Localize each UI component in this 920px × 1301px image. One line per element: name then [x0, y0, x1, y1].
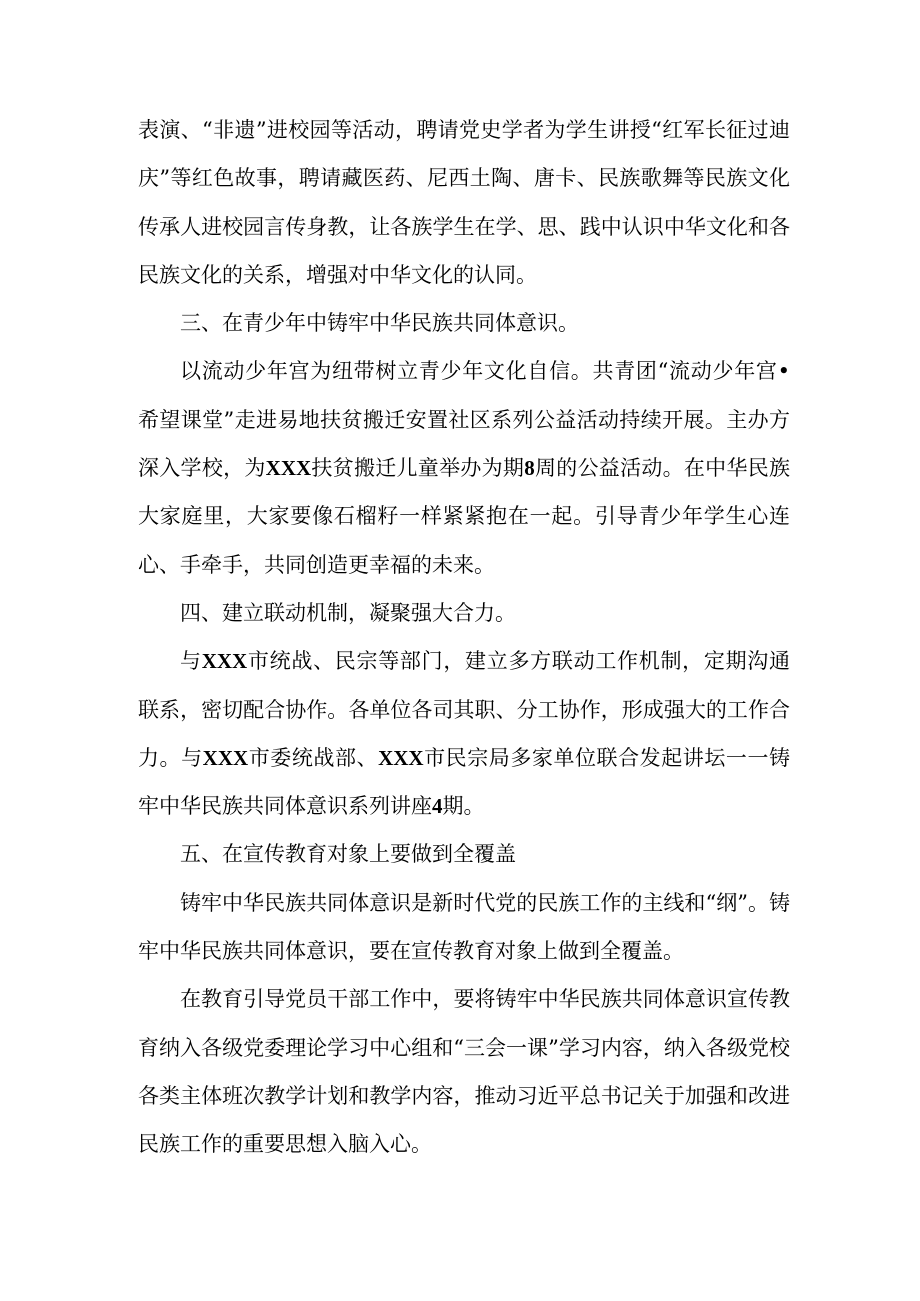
section-heading-5: 五、在宣传教育对象上要做到全覆盖 [180, 842, 516, 867]
paragraph-6: 在教育引导党员干部工作中，要将铸牢中华民族共同体意识宣传教育纳入各级党委理论学习中心组和“三会一课”学习内容，纳入各级党校各类主体班次教学计划和教学内容，推动习近平总书记关于加强和改进民族工作的重要思想入脑入心。 [138, 987, 790, 1157]
section-heading-3: 三、在青少年中铸牢中华民族共同体意识。 [180, 311, 579, 336]
paragraph-1: 表演、“非遗”进校园等活动，聘请党史学者为学生讲授“红军长征过迪庆”等红色故事，聘请藏医药、尼西土陶、唐卡、民族歌舞等民族文化传承人进校园言传身教，让各族学生在学、思、践中认识中华文化和各民族文化的关系，增强对中华文化的认同。 [138, 118, 790, 287]
paragraph-4: 与XXX市统战、民宗等部门，建立多方联动工作机制，定期沟通联系，密切配合协作。各单位各司其职、分工协作，形成强大的工作合力。与XXX市委统战部、XXX市民宗局多家单位联合发起讲坛一一铸牢中华民族共同体意识系列讲座4期。 [138, 649, 791, 819]
paragraph-3: 以流动少年宫为纽带树立青少年文化自信。共青团“流动少年宫•希望课堂”走进易地扶贫搬迁安置社区系列公益活动持续开展。主办方深入学校，为XXX扶贫搬迁儿童举办为期8周的公益活动。在中华民族大家庭里，大家要像石榴籽一样紧紧抱在一起。引导青少年学生心连心、手牵手，共同创造更幸福的未来。 [138, 359, 791, 577]
paragraph-5: 铸牢中华民族共同体意识是新时代党的民族工作的主线和“纲”。铸牢中华民族共同体意识，要在宣传教育对象上做到全覆盖。 [138, 890, 790, 964]
document-body [138, 106, 790, 1169]
section-heading-4: 四、建立联动机制，凝聚强大合力。 [180, 600, 516, 625]
